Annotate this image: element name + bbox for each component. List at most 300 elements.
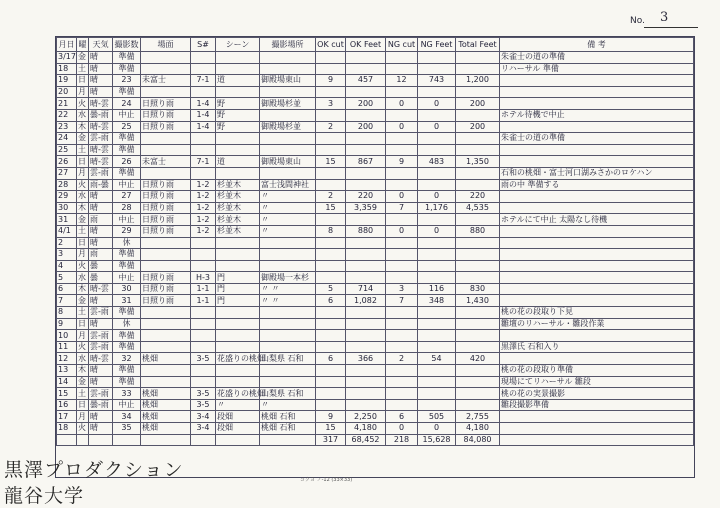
table-cell [456, 260, 500, 272]
table-cell: 桃畑 石和 [260, 423, 316, 435]
table-cell [316, 167, 346, 179]
table-cell [316, 237, 346, 249]
table-cell [418, 260, 456, 272]
table-cell: 24 [57, 133, 77, 145]
table-cell: 3 [386, 283, 418, 295]
table-cell [456, 307, 500, 319]
table-cell: 200 [346, 121, 386, 133]
column-header: 撮影場所 [260, 38, 316, 52]
table-cell: 晴 [89, 63, 113, 75]
table-row [57, 365, 694, 377]
table-cell: 1,350 [456, 156, 500, 168]
table-cell: 曇 [89, 260, 113, 272]
table-cell [386, 307, 418, 319]
table-cell [316, 330, 346, 342]
table-cell: 準備 [113, 144, 141, 156]
table-cell [500, 191, 694, 203]
table-cell [500, 249, 694, 261]
table-cell [191, 260, 216, 272]
table-cell [191, 249, 216, 261]
table-cell [346, 272, 386, 284]
table-cell [216, 237, 260, 249]
table-cell [141, 376, 191, 388]
table-cell [418, 52, 456, 64]
table-cell [141, 318, 191, 330]
table-cell: 220 [346, 191, 386, 203]
table-cell: 34 [113, 411, 141, 423]
table-cell: 23 [113, 75, 141, 87]
table-row [57, 133, 694, 145]
table-cell: 門 [216, 295, 260, 307]
table-cell: 35 [113, 423, 141, 435]
table-cell: 4,180 [456, 423, 500, 435]
table-cell [456, 376, 500, 388]
table-cell [386, 365, 418, 377]
table-cell: 31 [113, 295, 141, 307]
table-cell [316, 318, 346, 330]
table-cell [456, 63, 500, 75]
table-cell: 道 [216, 156, 260, 168]
table-cell: 3/17 [58, 52, 76, 62]
table-cell: 月 [77, 330, 89, 342]
table-cell [456, 214, 500, 226]
table-cell: 晴-雲 [89, 98, 113, 110]
table-cell: 〃 [260, 225, 316, 237]
table-cell [346, 179, 386, 191]
table-cell: 雲-雨 [89, 167, 113, 179]
column-header: S# [191, 38, 216, 52]
table-cell: 2 [316, 121, 346, 133]
table-cell [216, 434, 260, 446]
table-cell: 準備 [113, 133, 141, 145]
table-cell: 段畑 [216, 423, 260, 435]
table-cell: 〃 [260, 399, 316, 411]
table-cell: 曇 [89, 272, 113, 284]
table-row [57, 225, 694, 237]
table-cell [386, 249, 418, 261]
column-header: シーン [216, 38, 260, 52]
table-cell: 現場にてリハーサル 雛段 [500, 376, 694, 388]
table-cell: 曇-雨 [89, 109, 113, 121]
table-cell: 830 [456, 283, 500, 295]
table-row [57, 52, 694, 64]
table-cell: 桃畑 [141, 423, 191, 435]
table-cell: 日照り雨 [141, 98, 191, 110]
table-row [57, 318, 694, 330]
table-cell [260, 376, 316, 388]
table-cell: 457 [346, 75, 386, 87]
table-cell: 晴 [89, 75, 113, 87]
table-cell: 晴 [89, 376, 113, 388]
table-cell: 0 [386, 98, 418, 110]
table-cell: 3 [316, 98, 346, 110]
table-cell [141, 330, 191, 342]
table-cell: 15 [316, 156, 346, 168]
table-cell: 火 [77, 423, 89, 435]
table-cell: 日照り雨 [141, 283, 191, 295]
table-cell: 日 [77, 156, 89, 168]
table-cell: 4 [57, 260, 77, 272]
table-cell: 御殿場東山 [260, 75, 316, 87]
table-cell: 御殿場杉並 [260, 121, 316, 133]
table-cell [456, 167, 500, 179]
table-cell [418, 307, 456, 319]
table-cell: 〃 〃 [260, 283, 316, 295]
table-cell: 7-1 [191, 156, 216, 168]
table-cell [500, 283, 694, 295]
table-cell: 0 [418, 121, 456, 133]
table-cell: 1,082 [346, 295, 386, 307]
table-cell [346, 249, 386, 261]
table-cell: 朱雀士の道の準備 [500, 133, 694, 145]
table-cell: 晴 [89, 295, 113, 307]
table-cell: 7 [386, 202, 418, 214]
table-cell: ホテルにて中止 太陽なし待機 [500, 214, 694, 226]
table-cell: 桃畑 [141, 353, 191, 365]
table-cell [386, 63, 418, 75]
table-cell [418, 63, 456, 75]
table-cell: 2 [316, 191, 346, 203]
table-row [57, 121, 694, 133]
table-cell [260, 144, 316, 156]
table-cell: 日照り雨 [141, 272, 191, 284]
table-cell [316, 52, 346, 64]
page-number-value: 3 [660, 10, 669, 25]
table-cell: 雲-雨 [89, 133, 113, 145]
table-cell [316, 133, 346, 145]
table-row [57, 109, 694, 121]
table-cell [456, 249, 500, 261]
table-cell: 土 [77, 225, 89, 237]
table-cell: リハーサル 準備 [500, 63, 694, 75]
table-cell: 3 [57, 249, 77, 261]
table-cell [141, 249, 191, 261]
table-cell [500, 75, 694, 87]
table-cell: 27 [57, 167, 77, 179]
table-cell: 0 [386, 423, 418, 435]
table-cell: 月 [77, 249, 89, 261]
table-cell [216, 376, 260, 388]
table-cell [456, 237, 500, 249]
table-cell: 348 [418, 295, 456, 307]
table-cell [316, 399, 346, 411]
table-cell: 4,180 [346, 423, 386, 435]
column-header: 備 考 [500, 38, 694, 52]
table-cell [346, 376, 386, 388]
table-cell: 金 [77, 376, 89, 388]
table-cell: 0 [386, 191, 418, 203]
table-cell: ホテル待機で中止 [500, 109, 694, 121]
table-cell: 準備 [113, 52, 141, 64]
table-cell: 杉並木 [216, 214, 260, 226]
table-cell [500, 121, 694, 133]
table-cell: 雲-雨 [89, 330, 113, 342]
table-cell: 花盛りの桃畑 [217, 353, 265, 363]
table-cell [191, 434, 216, 446]
table-cell: 28 [57, 179, 77, 191]
table-cell: 6 [57, 283, 77, 295]
table-cell: 準備 [113, 63, 141, 75]
table-row [57, 237, 694, 249]
table-cell [141, 63, 191, 75]
column-header: 曜 [77, 38, 89, 52]
table-cell: 金 [77, 52, 89, 64]
table-cell: 16 [57, 399, 77, 411]
table-cell: 桃畑 [141, 399, 191, 411]
table-cell: 木 [77, 121, 89, 133]
table-cell: 13 [57, 365, 77, 377]
table-cell [216, 307, 260, 319]
table-cell [386, 133, 418, 145]
table-cell: 4/1 [57, 225, 77, 237]
table-cell: 26 [57, 156, 77, 168]
table-cell: 門 [216, 283, 260, 295]
table-cell: 11 [57, 341, 77, 353]
table-cell [316, 260, 346, 272]
table-cell: 中止 [113, 109, 141, 121]
paper-footer-note: コクヨ ノ-12 (33×33) [300, 477, 353, 483]
table-cell: 晴-雲 [89, 144, 113, 156]
table-cell: 水 [77, 272, 89, 284]
table-row [57, 399, 694, 411]
table-cell: 桃畑 [141, 388, 191, 400]
watermark-line-1: 黒澤プロダクション [4, 459, 184, 481]
table-cell: H-3 [191, 272, 216, 284]
table-cell [260, 365, 316, 377]
column-header: 撮影数 [113, 38, 141, 52]
table-cell [216, 249, 260, 261]
table-cell: 420 [456, 353, 500, 365]
table-cell: 準備 [113, 307, 141, 319]
table-cell: 1-2 [191, 179, 216, 191]
table-cell: 1-1 [191, 283, 216, 295]
table-cell: 準備 [113, 86, 141, 98]
table-cell: 段畑 [216, 411, 260, 423]
table-cell [77, 434, 89, 446]
table-cell [316, 214, 346, 226]
table-cell [316, 249, 346, 261]
table-cell: 26 [113, 156, 141, 168]
table-cell: 曇-雨 [89, 399, 113, 411]
table-cell [346, 133, 386, 145]
table-cell: 32 [113, 353, 141, 365]
table-cell [316, 307, 346, 319]
table-cell: 晴-雲 [89, 156, 113, 168]
table-cell: 木 [77, 283, 89, 295]
table-row [57, 411, 694, 423]
table-cell: 2 [57, 237, 77, 249]
table-cell: 月 [77, 411, 89, 423]
table-cell [316, 376, 346, 388]
table-cell [418, 237, 456, 249]
table-header-row [57, 38, 694, 52]
table-cell: 金 [77, 214, 89, 226]
table-cell: 6 [386, 411, 418, 423]
table-cell: 24 [113, 98, 141, 110]
table-cell [346, 307, 386, 319]
table-cell [418, 330, 456, 342]
table-cell [500, 260, 694, 272]
table-cell: 石和の桃畑・富士河口湖みさかのロケハン [500, 167, 694, 179]
table-cell [386, 179, 418, 191]
table-cell: 0 [418, 98, 456, 110]
table-cell: 晴 [89, 318, 113, 330]
table-row [57, 179, 694, 191]
table-cell: 晴 [89, 423, 113, 435]
table-cell: 火 [77, 98, 89, 110]
table-cell [418, 109, 456, 121]
table-cell [418, 272, 456, 284]
total-ng-cut: 218 [386, 434, 418, 446]
table-cell: 野 [216, 109, 260, 121]
table-cell: 日照り雨 [141, 121, 191, 133]
table-cell: 水 [77, 191, 89, 203]
table-cell: 桃の花の段取り下見 [500, 307, 694, 319]
page-number-label: No. [630, 16, 645, 26]
table-cell: 雨の中 準備する [500, 179, 694, 191]
table-cell: 準備 [113, 260, 141, 272]
table-cell: 〃 [260, 191, 316, 203]
table-cell [346, 237, 386, 249]
table-cell: 土 [77, 388, 89, 400]
table-cell [500, 144, 694, 156]
table-cell [141, 133, 191, 145]
table-cell: 晴 [89, 52, 113, 64]
table-cell [316, 86, 346, 98]
table-cell [500, 434, 694, 446]
table-cell: 中止 [113, 272, 141, 284]
table-cell [89, 434, 113, 446]
watermark-line-2: 龍谷大学 [4, 485, 85, 507]
table-cell [346, 86, 386, 98]
table-row [57, 330, 694, 342]
table-cell: 880 [456, 225, 500, 237]
table-cell: 休 [113, 237, 141, 249]
table-cell: 御殿場一本杉 [260, 272, 316, 284]
table-row [57, 167, 694, 179]
table-cell: 12 [386, 75, 418, 87]
column-header: OK cut [316, 38, 346, 52]
table-cell: 雲-雨 [89, 388, 113, 400]
table-cell [346, 318, 386, 330]
table-cell [386, 399, 418, 411]
table-cell [141, 260, 191, 272]
table-cell: 20 [57, 86, 77, 98]
table-cell [216, 341, 260, 353]
table-cell [57, 434, 77, 446]
table-cell [456, 272, 500, 284]
table-row [57, 86, 694, 98]
table-cell [216, 167, 260, 179]
table-cell [141, 341, 191, 353]
column-header: 天気 [89, 38, 113, 52]
table-cell: 880 [346, 225, 386, 237]
table-cell: 54 [418, 353, 456, 365]
table-cell [418, 318, 456, 330]
table-cell [346, 52, 386, 64]
table-cell [500, 156, 694, 168]
table-cell: 休 [113, 318, 141, 330]
table-cell [141, 144, 191, 156]
table-cell [216, 318, 260, 330]
table-cell [316, 272, 346, 284]
table-cell: 雨 [89, 249, 113, 261]
table-cell [191, 341, 216, 353]
table-cell [141, 52, 191, 64]
table-cell [191, 63, 216, 75]
table-cell [500, 202, 694, 214]
table-cell [456, 341, 500, 353]
table-cell [216, 260, 260, 272]
total-ok-feet: 68,452 [346, 434, 386, 446]
table-cell [216, 86, 260, 98]
table-cell: 雨-曇 [89, 179, 113, 191]
table-cell [346, 214, 386, 226]
table-cell [418, 388, 456, 400]
table-cell: 日照り雨 [141, 202, 191, 214]
table-cell [346, 399, 386, 411]
table-cell [260, 330, 316, 342]
table-cell [500, 330, 694, 342]
table-cell [418, 133, 456, 145]
table-cell [346, 341, 386, 353]
table-cell [456, 144, 500, 156]
table-cell: 日 [77, 318, 89, 330]
table-cell [386, 109, 418, 121]
table-cell: 花盛りの桃畑 [217, 388, 265, 398]
table-cell: 道 [216, 75, 260, 87]
table-row [57, 376, 694, 388]
table-cell [456, 179, 500, 191]
table-cell [141, 434, 191, 446]
table-cell: 準備 [113, 341, 141, 353]
table-cell: 晴 [89, 411, 113, 423]
table-cell: 0 [418, 191, 456, 203]
table-cell [191, 307, 216, 319]
table-cell: 743 [418, 75, 456, 87]
table-cell [113, 434, 141, 446]
column-header: Total Feet [456, 38, 500, 52]
table-cell [386, 388, 418, 400]
table-cell [216, 52, 260, 64]
table-cell [141, 307, 191, 319]
table-cell: 1,200 [456, 75, 500, 87]
table-cell: 桃畑 [141, 411, 191, 423]
table-cell [141, 237, 191, 249]
table-cell [260, 341, 316, 353]
table-body [57, 52, 694, 446]
table-cell: 晴-雲 [89, 121, 113, 133]
table-cell: 714 [346, 283, 386, 295]
table-row [57, 353, 694, 365]
table-cell [316, 144, 346, 156]
table-cell: 30 [57, 202, 77, 214]
table-cell: 5 [316, 283, 346, 295]
table-cell: 5 [57, 272, 77, 284]
table-cell: 杉並木 [216, 179, 260, 191]
table-cell: 23 [57, 121, 77, 133]
totals-row [57, 434, 694, 446]
table-cell [456, 399, 500, 411]
table-cell [500, 86, 694, 98]
table-cell: 18 [57, 423, 77, 435]
table-row [57, 98, 694, 110]
table-cell: 33 [113, 388, 141, 400]
table-cell: 日 [77, 399, 89, 411]
table-cell [456, 388, 500, 400]
table-cell: 〃 [216, 399, 260, 411]
table-cell [216, 133, 260, 145]
